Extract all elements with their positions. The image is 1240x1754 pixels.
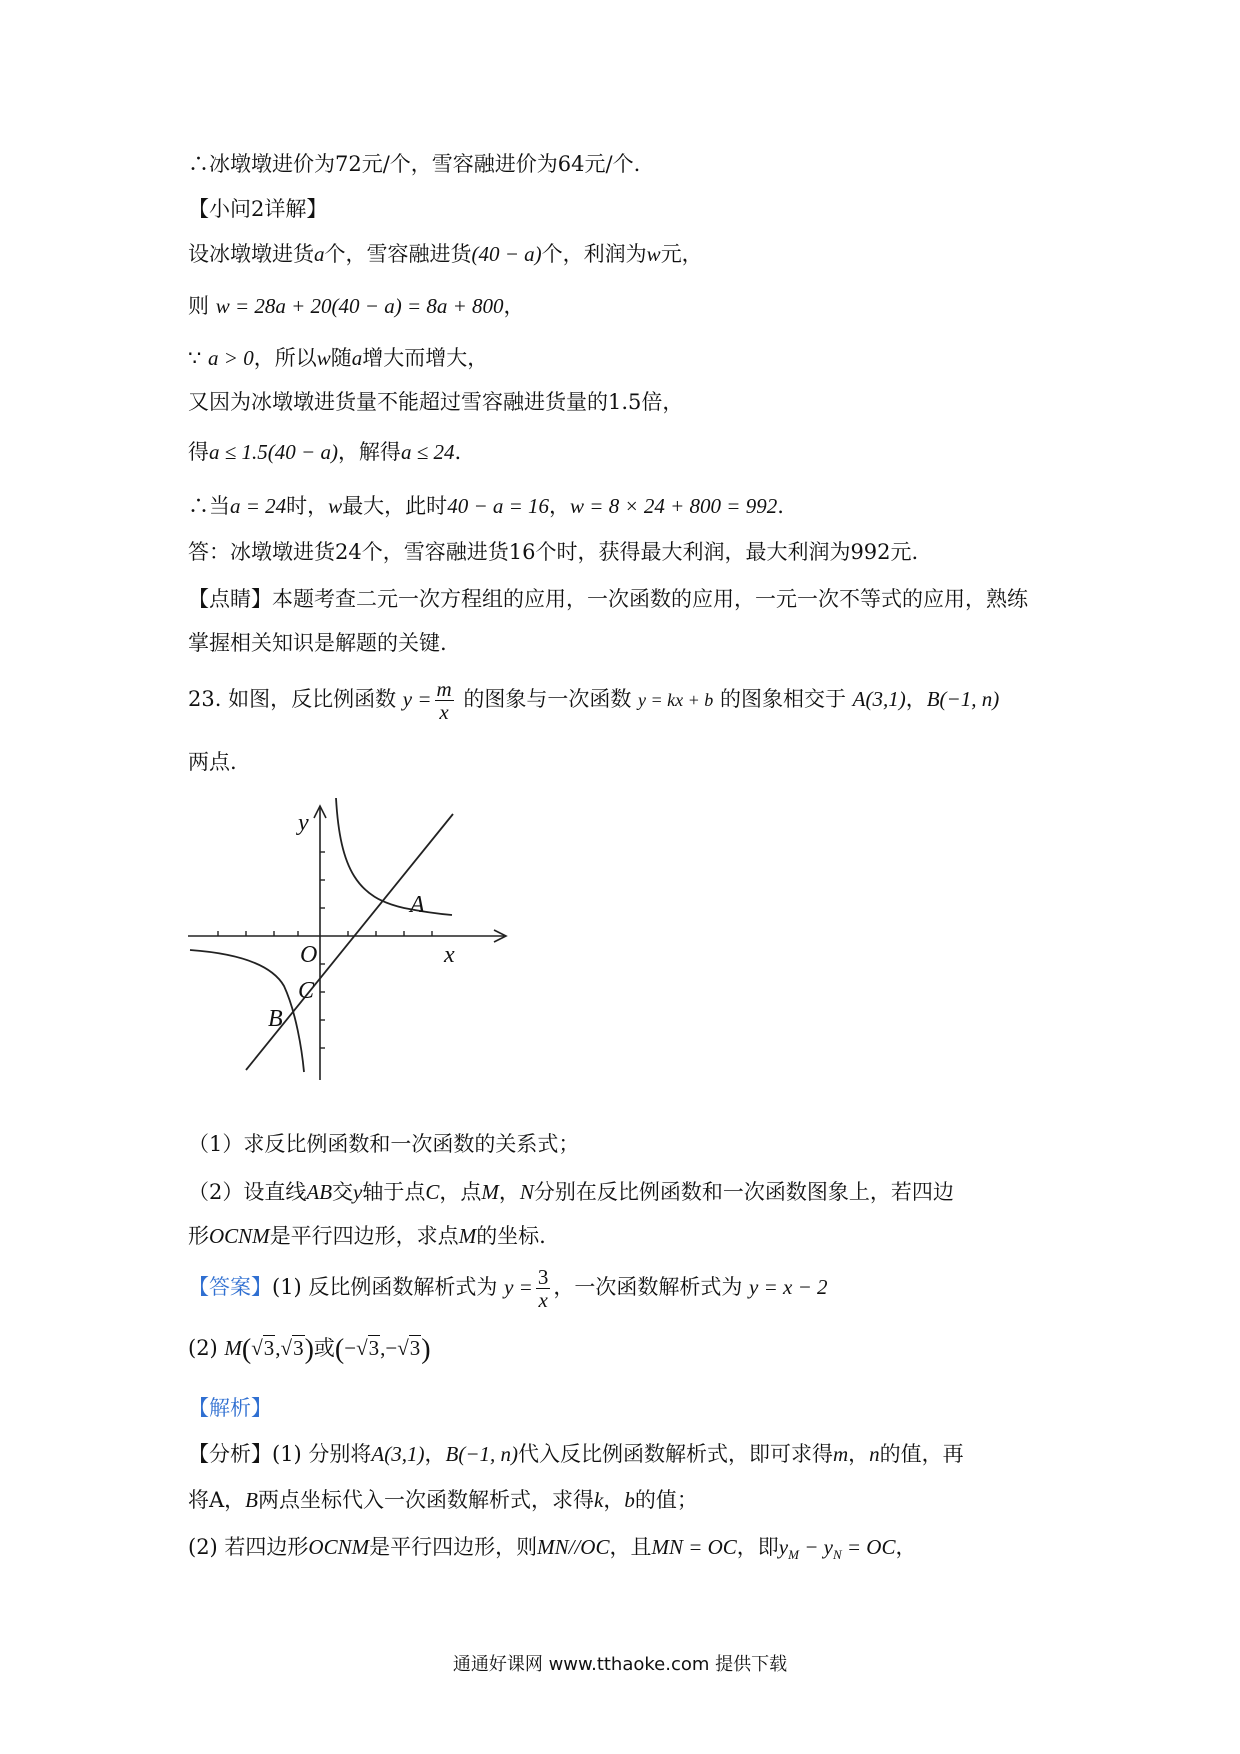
text: 元， (660, 242, 703, 266)
math: M (458, 1224, 477, 1248)
math: MN = OC (651, 1535, 737, 1559)
remark-line: 掌握相关知识是解题的关键. (188, 631, 447, 655)
math: y = kx + b (638, 690, 714, 710)
point-a-label: A (410, 892, 425, 918)
math: a = 24 (230, 494, 287, 518)
function-graph (188, 790, 518, 1090)
point-b-label: B (268, 1006, 283, 1032)
text: 的坐标. (476, 1224, 546, 1248)
math: A(3,1) (371, 1442, 425, 1466)
math: B(−1, n) (926, 687, 1000, 711)
text: 随 (330, 346, 352, 370)
text: ， (603, 1488, 625, 1512)
text: 的值，再 (879, 1442, 964, 1466)
math: AB (306, 1180, 333, 1204)
sqrt: √3 (251, 1336, 275, 1360)
text: 则 (188, 294, 216, 318)
text: (2) (188, 1336, 225, 1360)
math: w = 8 × 24 + 800 = 992 (570, 494, 778, 518)
text: ， (848, 1442, 870, 1466)
math: OCNM (308, 1535, 370, 1559)
text-line: ∴冰墩墩进价为72元/个，雪容融进价为64元/个. (188, 152, 641, 176)
hyperbola-branch-left (190, 950, 304, 1072)
text-line: 两点. (188, 750, 237, 774)
analysis-line (188, 1438, 964, 1470)
math: y = (504, 1275, 533, 1299)
math: a (314, 242, 325, 266)
math: M (481, 1180, 499, 1204)
comma: ,− (380, 1336, 398, 1360)
math: y = (402, 687, 432, 711)
text: ， (549, 494, 571, 518)
math: m (833, 1442, 849, 1466)
question-23 (188, 674, 999, 725)
subscript: N (832, 1547, 842, 1563)
text: 交 (332, 1180, 354, 1204)
hyperbola-branch-right (336, 798, 452, 915)
text-line (188, 290, 525, 322)
math: (40 − a) (471, 242, 542, 266)
text: ，一次函数解析式为 (553, 1275, 750, 1299)
math: A(3,1) (852, 687, 906, 711)
radicand: 3 (409, 1336, 421, 1360)
math: w (328, 494, 343, 518)
text: ， (498, 1180, 520, 1204)
sqrt: √3 (280, 1336, 304, 1360)
analysis-line (188, 1531, 916, 1571)
answer-line-2 (188, 1328, 431, 1370)
text: 得 (188, 440, 209, 464)
text: . (777, 494, 784, 518)
answer-tag: 【答案】 (188, 1275, 272, 1299)
y-axis-label: y (298, 810, 309, 836)
text: 是平行四边形，求点 (269, 1224, 459, 1248)
text: ∴当 (188, 494, 230, 518)
math: − (798, 1535, 824, 1559)
math: w (646, 242, 661, 266)
math: y (353, 1180, 363, 1204)
math: C (425, 1180, 440, 1204)
text: (2) 若四边形 (188, 1535, 309, 1559)
math: w = 28a + 20(40 − a) = 8a + 800 (215, 294, 504, 318)
origin-label: O (300, 942, 318, 968)
paren: ( (241, 1334, 252, 1365)
text: 将A， (188, 1488, 246, 1512)
text: 的图象相交于 (713, 687, 853, 711)
text: ， (424, 1442, 446, 1466)
math: OCNM (209, 1224, 270, 1248)
radicand: 3 (263, 1336, 275, 1360)
text: 23. 如图，反比例函数 (188, 687, 403, 711)
numerator: m (436, 677, 452, 701)
minus: − (344, 1336, 357, 1360)
math: a ≤ 1.5(40 − a) (209, 440, 338, 464)
text: 代入反比例函数解析式，即可求得 (518, 1442, 833, 1466)
text: 【分析】(1) 分别将 (188, 1442, 372, 1466)
math: b (624, 1488, 635, 1512)
math: = OC (841, 1535, 896, 1559)
paren: ) (304, 1334, 314, 1365)
section-heading: 【小问2详解】 (188, 197, 328, 221)
analysis-line (188, 1484, 698, 1516)
text: 增大而增大， (362, 346, 489, 370)
sub-question-2-cont (188, 1220, 546, 1252)
math: w (316, 346, 331, 370)
text: ， (895, 1535, 917, 1559)
math: n (869, 1442, 880, 1466)
text: ，点 (439, 1180, 482, 1204)
math: k (594, 1488, 604, 1512)
answer-line-1 (188, 1262, 828, 1312)
math: a ≤ 24 (400, 440, 455, 464)
text-line: 又因为冰墩墩进货量不能超过雪容融进货量的1.5倍， (188, 390, 684, 414)
text: ， (905, 687, 927, 711)
text: ， (503, 294, 525, 318)
text: 是平行四边形，则 (369, 1535, 538, 1559)
text: 或 (313, 1336, 335, 1360)
radicand: 3 (293, 1336, 304, 1360)
numerator: 3 (537, 1265, 549, 1289)
text-line (188, 436, 461, 468)
subscript: M (788, 1547, 799, 1563)
sub-question-1: （1）求反比例函数和一次函数的关系式； (188, 1132, 580, 1156)
text: 设冰墩墩进货 (188, 242, 314, 266)
text: ，且 (609, 1535, 652, 1559)
text: ，即 (736, 1535, 779, 1559)
fraction (435, 678, 454, 723)
text: 形 (188, 1224, 209, 1248)
point-c-label: C (298, 978, 315, 1004)
radicand: 3 (368, 1336, 380, 1360)
text-line (188, 490, 784, 522)
math: y (778, 1535, 789, 1559)
text: 个，利润为 (541, 242, 647, 266)
math: a > 0 (208, 346, 254, 370)
math: B (245, 1488, 258, 1512)
math: B(−1, n) (445, 1442, 518, 1466)
text: ，解得 (337, 440, 401, 464)
sqrt: √3 (397, 1336, 421, 1360)
text: (1) 反比例函数解析式为 (272, 1275, 505, 1299)
math: N (519, 1180, 534, 1204)
math: y (823, 1535, 833, 1559)
comma: , (275, 1336, 281, 1360)
text: 两点坐标代入一次函数解析式，求得 (258, 1488, 594, 1512)
fraction (536, 1266, 551, 1311)
text: 时， (286, 494, 329, 518)
text: ，所以 (253, 346, 317, 370)
text: （2）设直线 (188, 1180, 307, 1204)
math: y = x − 2 (749, 1275, 828, 1299)
analysis-tag: 【解析】 (188, 1396, 272, 1420)
text: 个，雪容融进货 (324, 242, 472, 266)
x-axis-label: x (444, 942, 455, 968)
text-line: 答：冰墩墩进货24个，雪容融进货16个时，获得最大利润，最大利润为992元. (188, 540, 919, 564)
math: M (224, 1336, 242, 1360)
sub-question-2 (188, 1176, 954, 1208)
sqrt: √3 (356, 1336, 380, 1360)
text: 的值； (634, 1488, 698, 1512)
math: a (351, 346, 363, 370)
text: 最大，此时 (342, 494, 448, 518)
denominator: x (538, 1288, 548, 1312)
text-line (188, 342, 488, 374)
footer-watermark: 通通好课网 www.tthaoke.com 提供下载 (452, 1654, 788, 1675)
math: MN//OC (537, 1535, 610, 1559)
remark-line: 【点睛】本题考查二元一次方程组的应用，一次函数的应用，一元一次不等式的应用，熟练 (188, 587, 1028, 611)
text: 轴于点 (362, 1180, 426, 1204)
text: 的图象与一次函数 (456, 687, 639, 711)
text: 分别在反比例函数和一次函数图象上，若四边 (533, 1180, 954, 1204)
text-line (188, 238, 703, 270)
paren: ) (421, 1334, 431, 1365)
math: 40 − a = 16 (447, 494, 550, 518)
paren: ( (334, 1334, 345, 1365)
text: ∵ (188, 346, 209, 370)
text: . (454, 440, 462, 464)
denominator: x (439, 700, 449, 724)
